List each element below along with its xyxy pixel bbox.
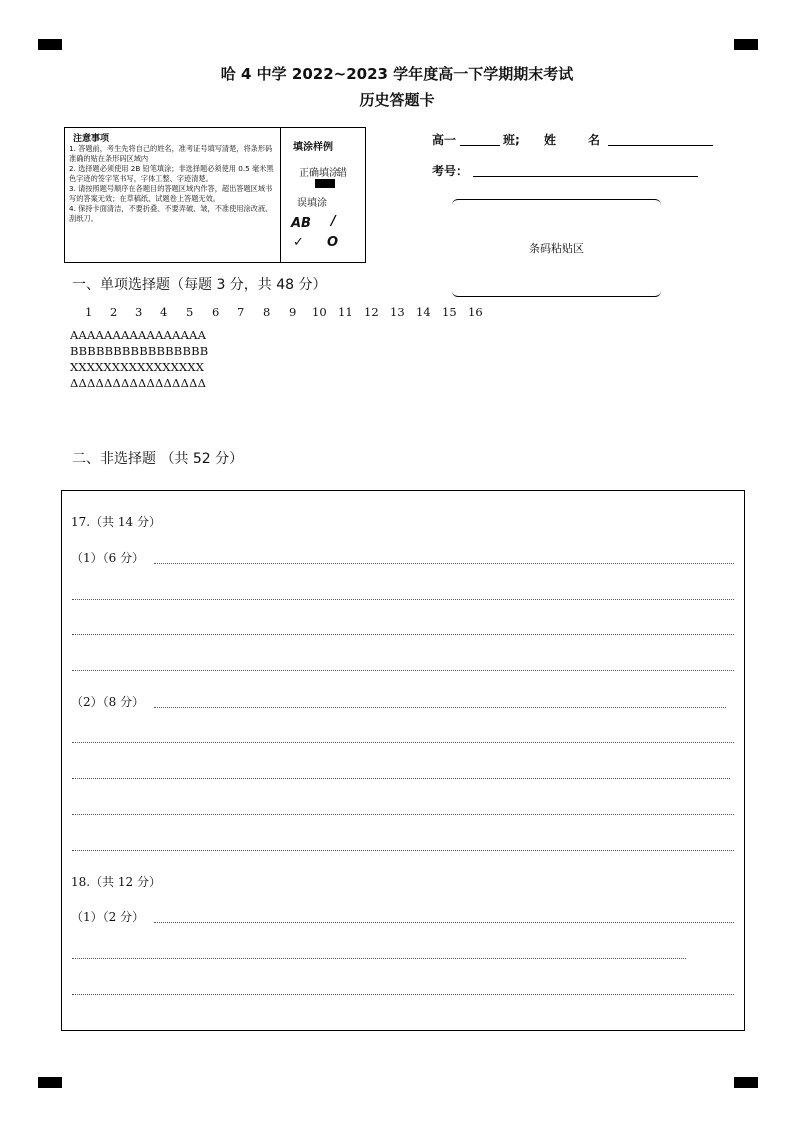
wrong-glyph-check: ✓ xyxy=(293,235,304,250)
notice-item-4: 4. 保持卡面清洁，不要折叠、不要弄破、皱，不准使用涂改液、刮纸刀。 xyxy=(69,204,273,223)
wrong-glyph-slash: / xyxy=(331,214,336,229)
question-number: 12 xyxy=(364,305,379,319)
answer-line[interactable] xyxy=(72,958,686,959)
question-number: 11 xyxy=(338,305,353,319)
answer-line[interactable] xyxy=(154,707,726,708)
notice-item-2: 2. 选择题必须使用 2B 铅笔填涂；非选择题必须使用 0.5 毫米黑色字迹的签字笔书写，字体工整、字迹清楚。 xyxy=(69,164,274,183)
question-number: 8 xyxy=(263,305,271,319)
correct-sample-text: 正确填涂 xyxy=(299,168,339,179)
class-label: 班; xyxy=(503,133,520,147)
question-number: 13 xyxy=(390,305,405,319)
wrong-glyph-ab: AB xyxy=(291,216,311,231)
q18-title: 18.（共 12 分） xyxy=(71,875,161,889)
answer-box xyxy=(61,490,745,1031)
answer-card-title: 历史答题卡 xyxy=(359,91,435,109)
answer-line[interactable] xyxy=(72,994,734,995)
answer-line[interactable] xyxy=(72,634,734,635)
question-number: 16 xyxy=(468,305,483,319)
corner-mark-bottom-left xyxy=(38,1077,62,1088)
exam-number-input-line[interactable] xyxy=(473,176,698,177)
question-number: 9 xyxy=(289,305,297,319)
exam-number-label: 考号： xyxy=(432,164,469,178)
option-row-c[interactable]: XXXXXXXXXXXXXXXX xyxy=(70,360,205,374)
q18-part1-label: （1）（2 分） xyxy=(71,910,145,924)
notice-item-3: 3. 请按照题号顺序在各题目的答题区域内作答，超出答题区域书写的答案无效；在草稿纸、试题卷上答题无效。 xyxy=(69,184,273,203)
q17-part1-label: （1）（6 分） xyxy=(71,551,145,565)
option-row-a[interactable]: AAAAAAAAAAAAAAAA xyxy=(70,328,207,342)
question-number: 7 xyxy=(237,305,245,319)
question-number: 2 xyxy=(110,305,118,319)
correct-fill-block xyxy=(315,179,335,188)
question-number: 3 xyxy=(135,305,143,319)
corner-mark-top-left xyxy=(38,39,62,50)
question-number: 5 xyxy=(186,305,194,319)
answer-line[interactable] xyxy=(72,670,734,671)
notice-panel xyxy=(65,128,281,262)
barcode-label: 条码粘贴区 xyxy=(529,242,584,255)
section-2-title: 二、非选择题 （共 52 分） xyxy=(72,451,244,467)
corner-mark-bottom-right xyxy=(734,1077,758,1088)
q17-part2-label: （2）（8 分） xyxy=(71,695,145,709)
correct-sample-label xyxy=(299,164,347,179)
sample-title: 填涂样例 xyxy=(293,142,333,153)
wrong-glyph-circle: O xyxy=(327,235,339,250)
name-label: 姓 xyxy=(544,133,557,147)
wrong-overlay-text: 错 xyxy=(337,168,347,179)
name-input-line[interactable] xyxy=(608,145,713,146)
notice-title: 注意事项 xyxy=(73,134,110,144)
option-row-d[interactable]: ΔΔΔΔΔΔΔΔΔΔΔΔΔΔΔΔ xyxy=(70,376,207,390)
q17-title: 17.（共 14 分） xyxy=(71,515,161,529)
name-label-2: 名 xyxy=(588,133,601,147)
question-number: 15 xyxy=(442,305,457,319)
question-number: 14 xyxy=(416,305,431,319)
corner-mark-top-right xyxy=(734,39,758,50)
class-input-line[interactable] xyxy=(460,145,500,146)
notice-box xyxy=(64,127,366,263)
answer-line[interactable] xyxy=(72,599,734,600)
answer-line[interactable] xyxy=(72,814,734,815)
answer-line[interactable] xyxy=(154,922,734,923)
wrong-sample-label: 误填涂 xyxy=(297,198,327,209)
question-number: 6 xyxy=(212,305,220,319)
answer-line[interactable] xyxy=(72,778,730,779)
answer-line[interactable] xyxy=(72,742,734,743)
section-1-title: 一、单项选择题（每题 3 分，共 48 分） xyxy=(72,277,327,293)
question-number: 1 xyxy=(85,305,93,319)
question-number: 10 xyxy=(312,305,327,319)
notice-item-1: 1. 答题前，考生先将自己的姓名，准考证号填写清楚，将条形码准确的贴在条形码区域内 xyxy=(69,144,273,163)
answer-line[interactable] xyxy=(154,563,734,564)
question-number: 4 xyxy=(160,305,168,319)
grade-label: 高一 xyxy=(432,133,457,147)
answer-line[interactable] xyxy=(72,850,734,851)
exam-title: 哈 4 中学 2022~2023 学年度高一下学期期末考试 xyxy=(220,65,574,83)
option-row-b[interactable]: BBBBBBBBBBBBBBBB xyxy=(70,344,209,358)
